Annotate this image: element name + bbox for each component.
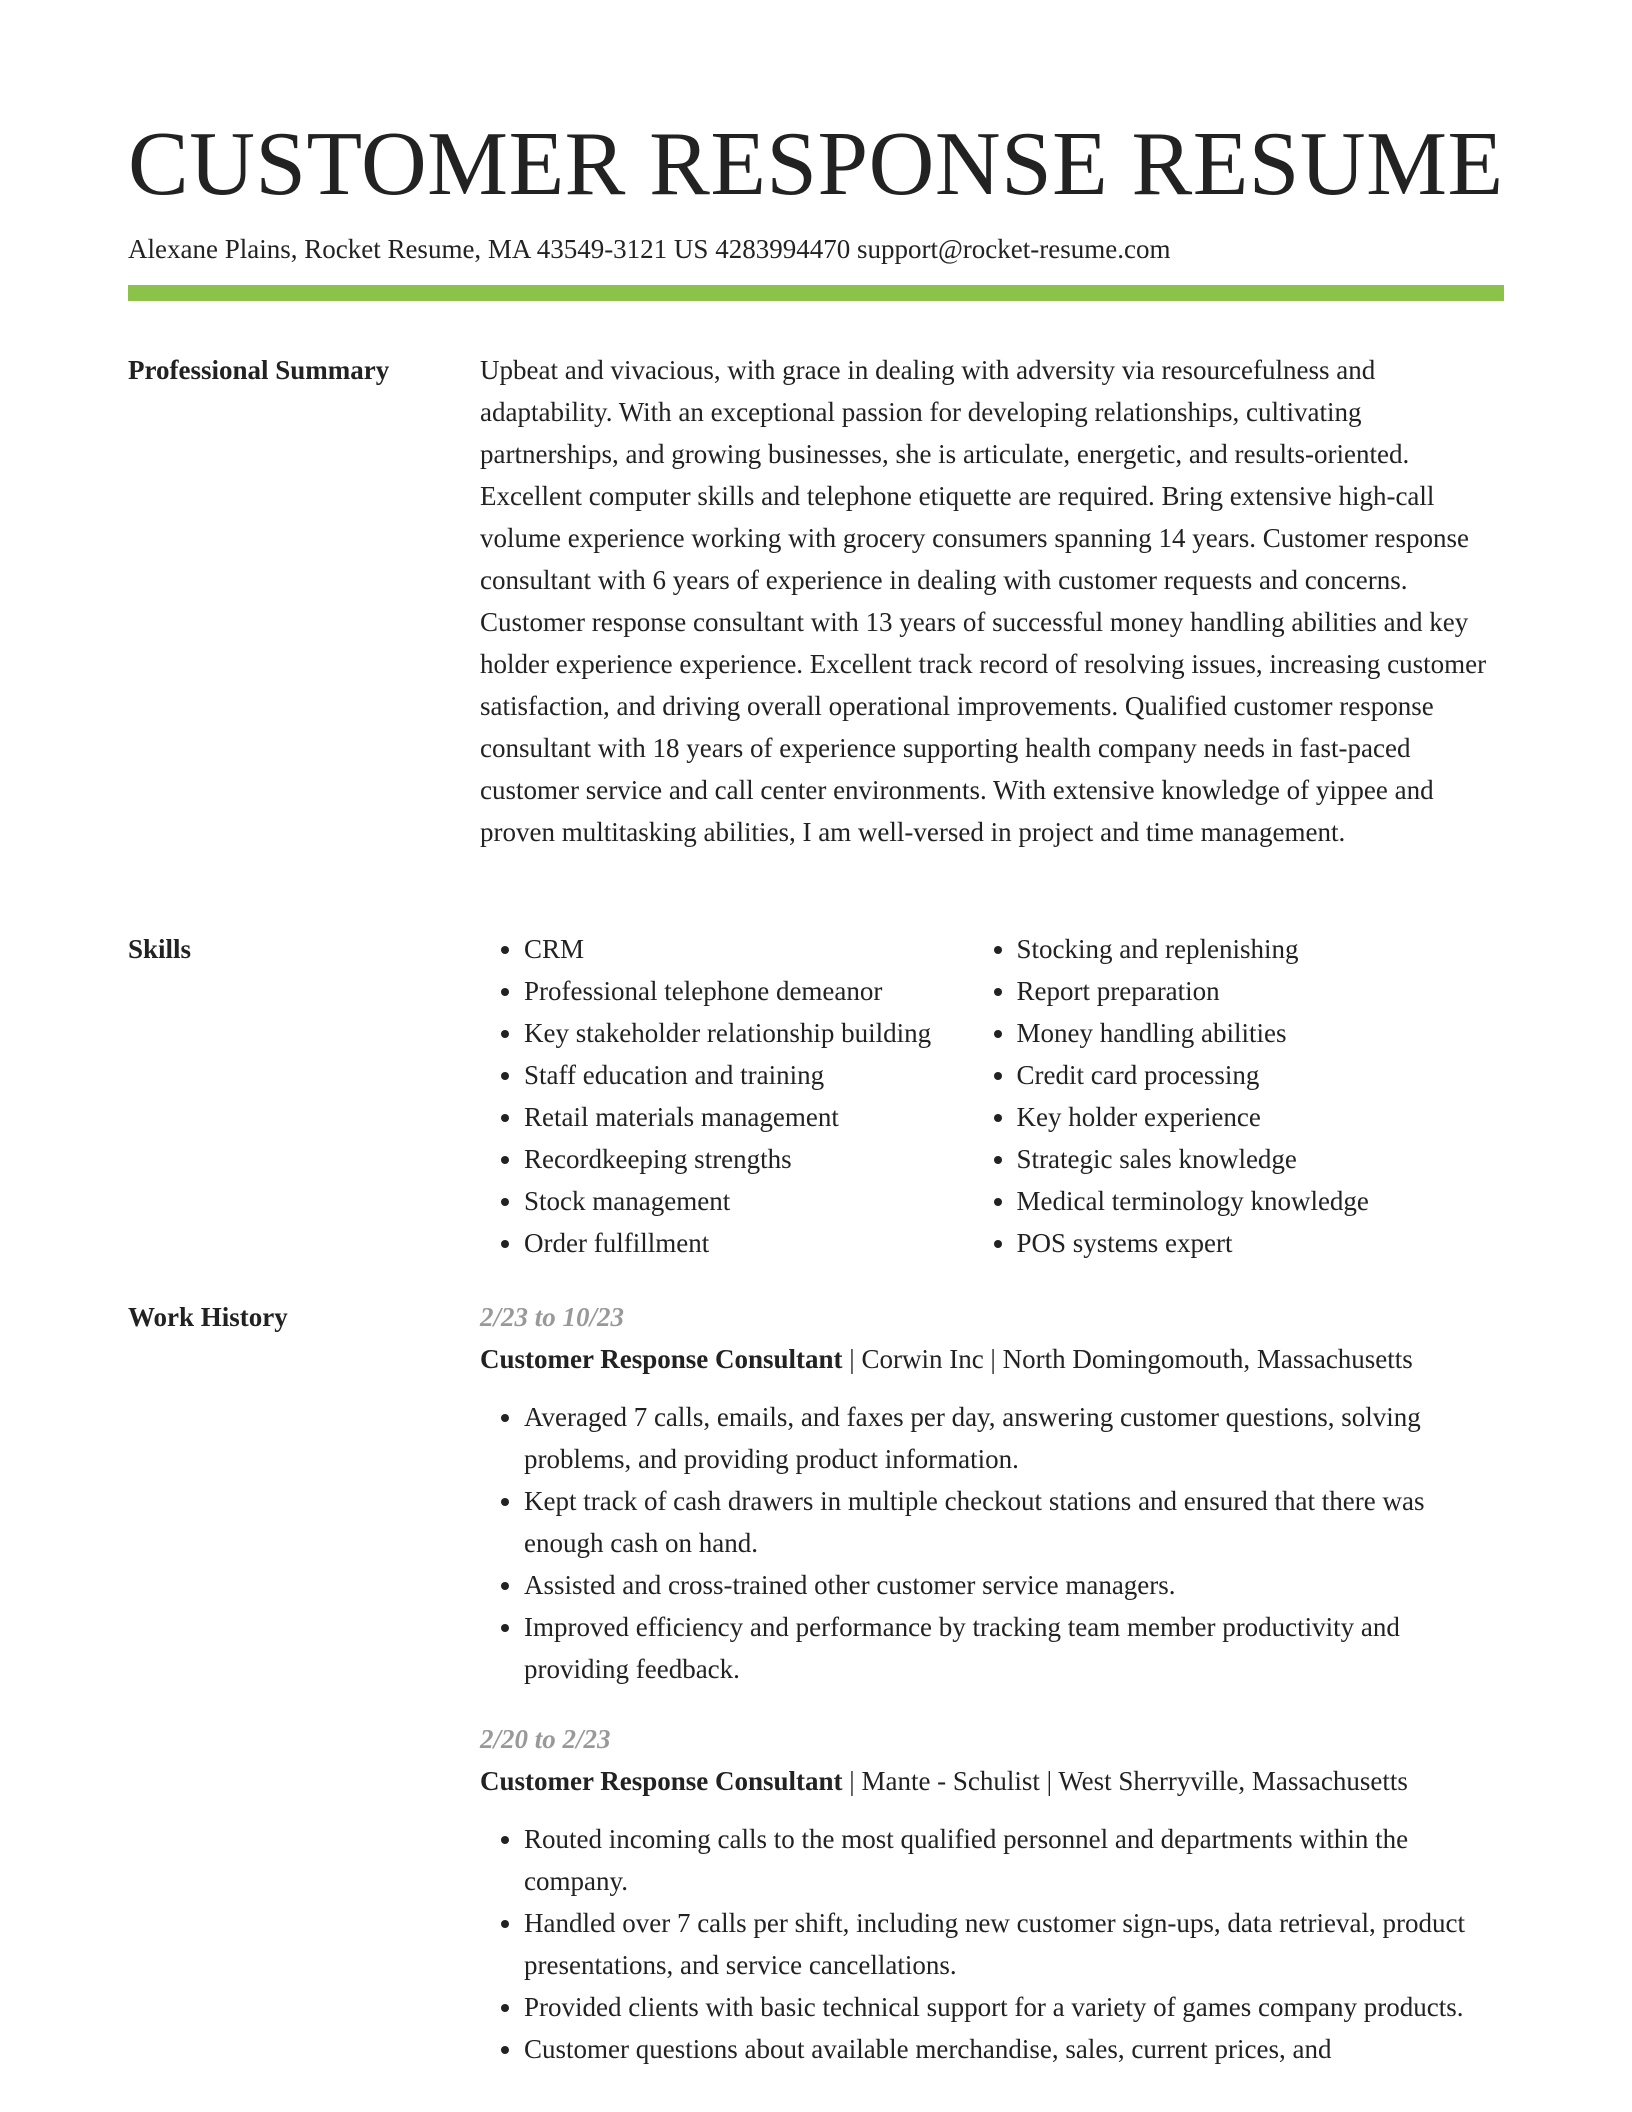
skill-item: • Professional telephone demeanor: [524, 970, 973, 1012]
skill-item: • Key stakeholder relationship building: [524, 1012, 973, 1054]
skill-item: • Order fulfillment: [524, 1222, 973, 1264]
summary-text: Upbeat and vivacious, with grace in dealing with adversity via resourcefulness and adaptability. With an exceptional passion for developing relationships, cultivating partnerships, and growing businesses, she is articulate, energetic, and results-oriented. Excellent computer skills and telephone etiquette are required. Bring extensive high-call volume experience working with grocery consumers spanning 14 years. Customer response consultant with 6 years of experience in dealing with customer requests and concerns. Customer response consultant with 13 years of successful money handling abilities and key holder experience experience. Excellent track record of resolving issues, increasing customer satisfaction, and driving overall operational improvements. Qualified customer response consultant with 18 years of experience supporting health company needs in fast-paced customer service and call center environments. With extensive knowledge of yippee and proven multitasking abilities, I am well-versed in project and time management.: [480, 355, 1487, 847]
job-bullet: • Improved efficiency and performance by tracking team member productivity and providing feedback.: [524, 1606, 1504, 1690]
job-bullet: • Routed incoming calls to the most qualified personnel and departments within the company.: [524, 1818, 1504, 1902]
summary-body: [480, 349, 1504, 853]
skill-item: • Credit card processing: [1017, 1054, 1505, 1096]
job-title: Customer Response Consultant: [480, 1766, 843, 1796]
skill-item: • POS systems expert: [1017, 1222, 1505, 1264]
skill-item: • Report preparation: [1017, 970, 1505, 1012]
job-title: Customer Response Consultant: [480, 1344, 843, 1374]
job-bullet: • Assisted and cross-trained other customer service managers.: [524, 1564, 1504, 1606]
skills-label: Skills: [128, 934, 192, 964]
job-bullet: • Handled over 7 calls per shift, including new customer sign-ups, data retrieval, product presentations, and service cancellations.: [524, 1902, 1504, 1986]
skills-list-right: [973, 928, 1505, 1264]
resume-title: CUSTOMER RESPONSE RESUME: [128, 113, 1504, 214]
skill-item: • Staff education and training: [524, 1054, 973, 1096]
job-bullet: • Customer questions about available merchandise, sales, current prices, and: [524, 2028, 1504, 2070]
job-entry: [480, 1296, 1504, 1690]
skill-item: • Stock management: [524, 1180, 973, 1222]
skill-item: • Retail materials management: [524, 1096, 973, 1138]
skill-item: • CRM: [524, 928, 973, 970]
job-bullets: [480, 1396, 1504, 1690]
contact-info: Alexane Plains, Rocket Resume, MA 43549-3121 US 4283994470 support@rocket-resume.com: [128, 234, 1171, 264]
skill-item: • Strategic sales knowledge: [1017, 1138, 1505, 1180]
job-bullet: • Kept track of cash drawers in multiple checkout stations and ensured that there was enough cash on hand.: [524, 1480, 1504, 1564]
job-entry: [480, 1718, 1504, 2070]
skill-item: • Stocking and replenishing: [1017, 928, 1505, 970]
job-dates: 2/20 to 2/23: [480, 1724, 611, 1754]
job-bullet: • Provided clients with basic technical support for a variety of games company products.: [524, 1986, 1504, 2028]
job-heading: [480, 1760, 1504, 1802]
job-bullets: [480, 1818, 1504, 2070]
skill-item: • Medical terminology knowledge: [1017, 1180, 1505, 1222]
skill-item: • Recordkeeping strengths: [524, 1138, 973, 1180]
job-details: | Mante - Schulist | West Sherryville, Massachusetts: [842, 1766, 1408, 1796]
job-details: | Corwin Inc | North Domingomouth, Massachusetts: [842, 1344, 1413, 1374]
job-heading: [480, 1338, 1504, 1380]
skills-list-left: [480, 928, 973, 1264]
skill-item: • Money handling abilities: [1017, 1012, 1505, 1054]
summary-label: Professional Summary: [128, 355, 390, 385]
skills-columns: [480, 928, 1504, 1264]
skills-body: [480, 928, 1504, 1264]
job-bullet: • Averaged 7 calls, emails, and faxes per day, answering customer questions, solving problems, and providing product information.: [524, 1396, 1504, 1480]
work-history-label: Work History: [128, 1302, 288, 1332]
skill-item: • Key holder experience: [1017, 1096, 1505, 1138]
header-divider: [128, 285, 1504, 301]
job-dates: 2/23 to 10/23: [480, 1302, 625, 1332]
work-history-body: [480, 1296, 1504, 2098]
